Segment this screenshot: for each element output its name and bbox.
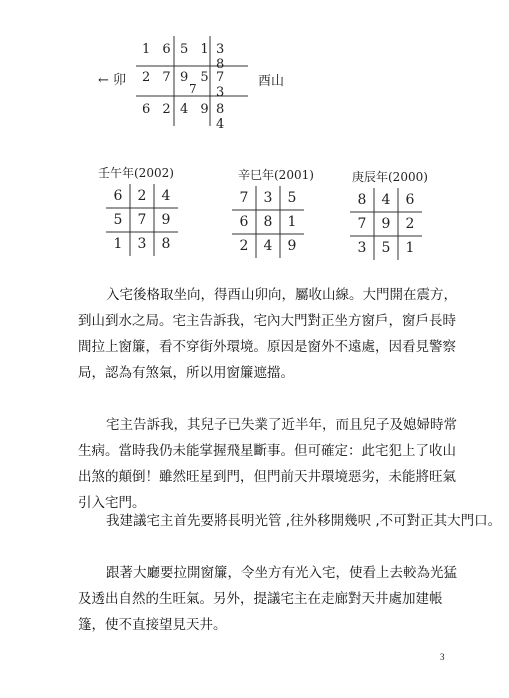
chart-cell: 4: [263, 238, 273, 254]
paragraph-1: 入宅後格取坐向，得酉山卯向，屬收山線。大門開在震方，到山到水之局。宅主告訴我，宅內大門對正坐方窗戶，窗戶長時間拉上窗簾，看不穿街外環境。原因是窗外不遠處，因看見警察局，認為有煞氣，所以用窗簾遮擋。: [78, 287, 457, 381]
main-cell-r1c2: 5 1: [180, 42, 213, 57]
main-cell-r3c3: 8 4: [216, 102, 229, 132]
chart-cell: 5: [287, 190, 297, 206]
chart-cell: 7: [137, 212, 147, 228]
main-cell-r2c1: 2 7: [142, 70, 175, 85]
star-chart-2001: [232, 186, 304, 258]
main-star-chart: [136, 36, 248, 132]
chart-cell: 7: [239, 190, 249, 206]
chart-cell: 5: [381, 240, 391, 256]
chart-title-2001: 辛巳年(2001): [238, 168, 314, 182]
chart-cell: 4: [381, 192, 391, 208]
chart-cell: 2: [239, 238, 249, 254]
chart-title-2002: 壬午年(2002): [98, 166, 174, 180]
chart-cell: 9: [161, 212, 171, 228]
chart-cell: 6: [405, 192, 415, 208]
paragraph-2: 宅主告訴我，其兒子已失業了近半年，而且兒子及媳婦時常生病。當時我仍未能掌握飛星斷事。但可確定：此宅犯上了收山出煞的顛倒！雖然旺星到門，但門前天井環境惡劣，未能將旺氣引入宅門。: [78, 417, 457, 511]
chart-cell: 3: [357, 240, 367, 256]
main-cell-r3c2: 4 9: [180, 102, 213, 117]
chart-cell: 9: [381, 216, 391, 232]
chart-cell: 8: [161, 236, 171, 252]
main-cell-r1c1: 1 6: [142, 42, 175, 57]
chart-cell: 2: [405, 216, 415, 232]
paragraph-4: 跟著大廳要拉開窗簾，令坐方有光入宅，使看上去較為光猛及透出自然的生旺氣。另外，提議宅主在走廊對天井處加建帳篷，使不直接望見天井。: [78, 565, 457, 633]
direction-label-left: ← 卯: [98, 73, 127, 88]
chart-cell: 7: [357, 216, 367, 232]
chart-cell: 3: [263, 190, 273, 206]
star-chart-2002: [106, 184, 178, 256]
chart-cell: 6: [239, 214, 249, 230]
direction-label-right: 酉山: [258, 74, 285, 89]
chart-cell: 1: [113, 236, 123, 252]
chart-cell: 6: [113, 188, 123, 204]
chart-cell: 3: [137, 236, 147, 252]
star-chart-2000: [350, 188, 422, 260]
main-cell-r3c1: 6 2: [142, 102, 175, 117]
main-cell-r1c3: 3 8: [216, 42, 229, 72]
page-number: 3: [440, 652, 445, 662]
chart-cell: 8: [263, 214, 273, 230]
chart-cell: 5: [113, 212, 123, 228]
chart-cell: 8: [357, 192, 367, 208]
chart-cell: 1: [287, 214, 297, 230]
chart-cell: 9: [287, 238, 297, 254]
chart-title-2000: 庚辰年(2000): [352, 170, 428, 184]
chart-cell: 2: [137, 188, 147, 204]
chart-cell: 1: [405, 240, 415, 256]
main-center-extra: 7: [189, 82, 201, 96]
chart-cell: 4: [161, 188, 171, 204]
paragraph-3: 我建議宅主首先要將長明光管 ,往外移開幾呎 ,不可對正其大門口。: [106, 513, 502, 529]
main-cell-r2c3: 7 3: [216, 70, 229, 100]
main-cell-r2c2: 9 5: [180, 70, 213, 85]
